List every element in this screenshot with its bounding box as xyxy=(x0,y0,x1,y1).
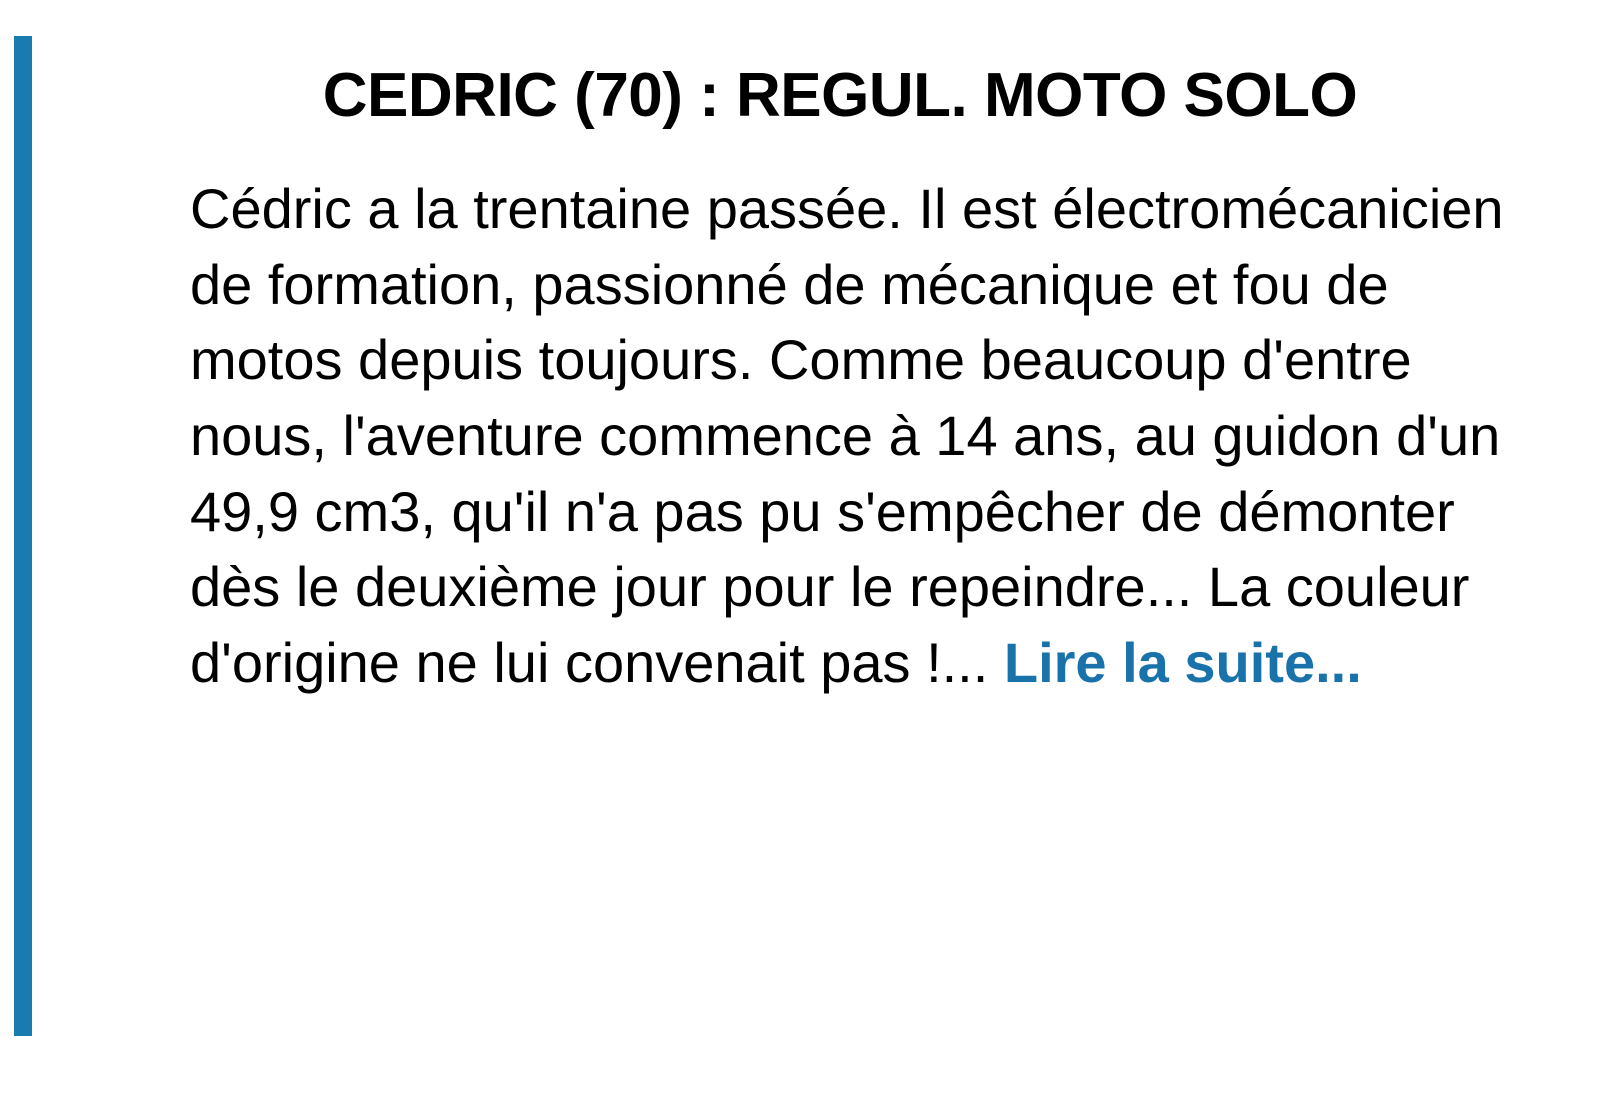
accent-bar xyxy=(14,36,32,1036)
article-content xyxy=(190,60,1520,700)
read-more-link[interactable]: Lire la suite... xyxy=(1003,630,1362,694)
article-excerpt xyxy=(190,171,1520,700)
article-excerpt-text: Cédric a la trentaine passée. Il est électromécanicien de formation, passionné de mécanique et fou de motos depuis toujours. Comme beaucoup d'entre nous, l'aventure commence à 14 ans, au guidon d'un 49,9 cm3, qu'il n'a pas pu s'empêcher de démonter dès le deuxième jour pour le repeindre... La couleur d'origine ne lui convenait pas !... xyxy=(190,177,1504,694)
page-title: CEDRIC (70) : REGUL. MOTO SOLO xyxy=(322,61,1358,130)
